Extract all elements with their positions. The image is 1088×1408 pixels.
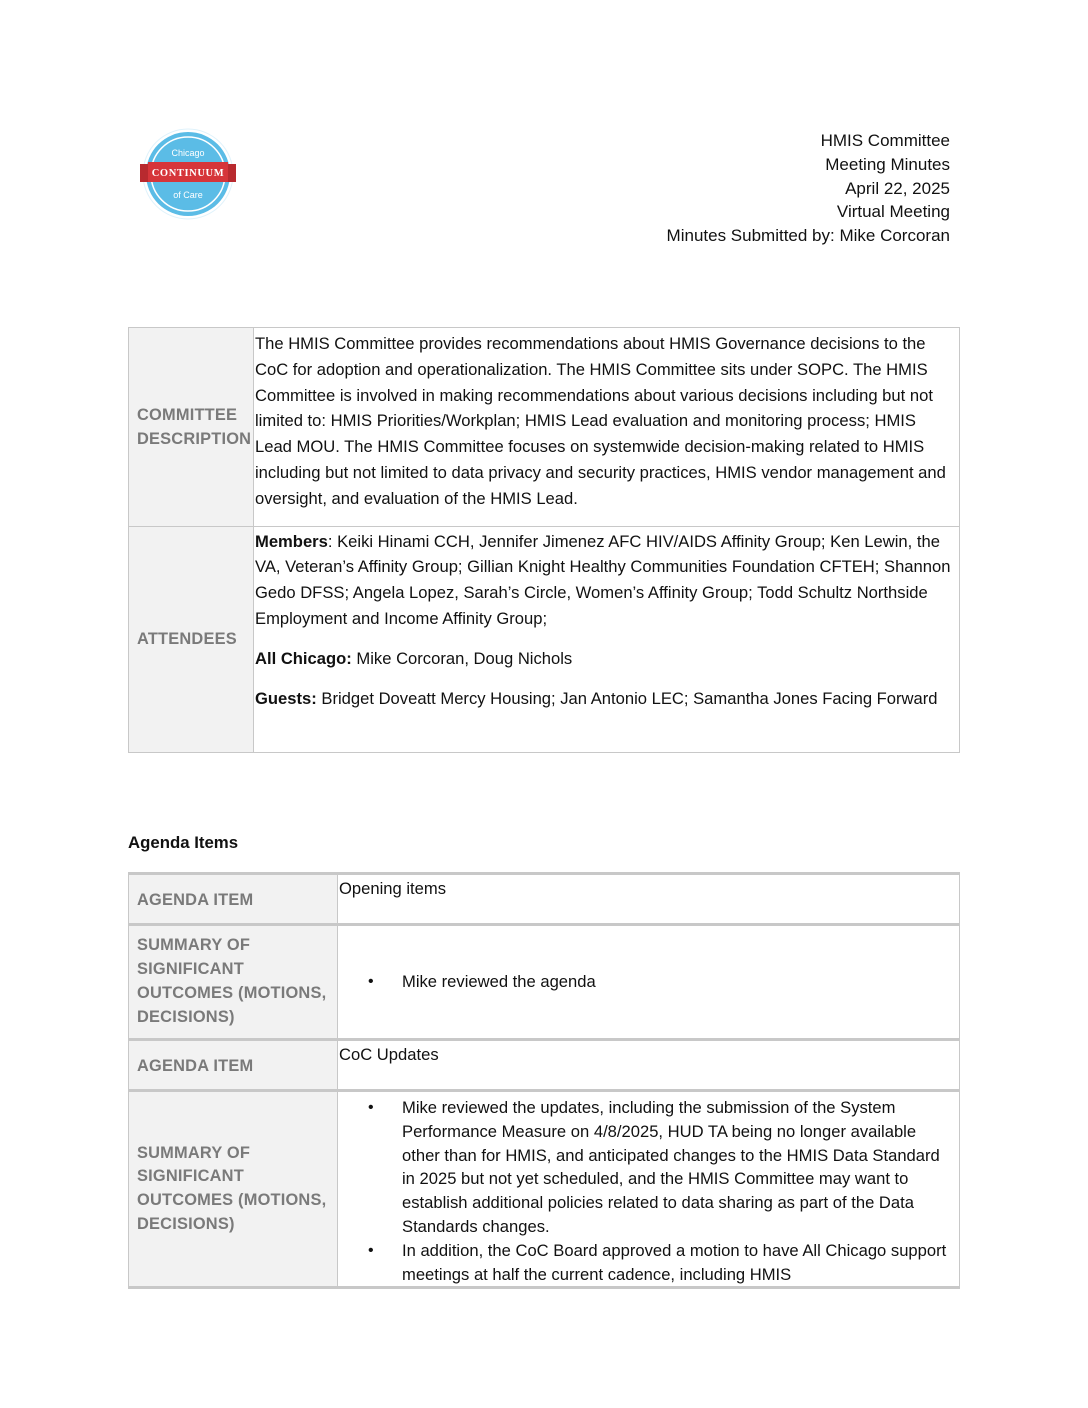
agenda-items-heading: Agenda Items [128, 833, 239, 852]
outcomes-list [338, 970, 959, 994]
bullet-icon: • [368, 973, 374, 991]
summary-label: SUMMARY OF SIGNIFICANT OUTCOMES (MOTIONS, DECISIONS) [129, 925, 338, 1040]
summary-outcomes [338, 925, 960, 1040]
committee-name: HMIS Committee [820, 131, 950, 150]
agenda-item-label: AGENDA ITEM [129, 874, 338, 925]
outcome-item [338, 1096, 959, 1239]
all-chicago-paragraph [255, 646, 957, 672]
members-list: : Keiki Hinami CCH, Jennifer Jimenez AFC HIV/AIDS Affinity Group; Ken Lewin, the VA, Veteran’s Affinity Group; Gillian Knight Healthy Communities Foundation CFTEH; Shannon Gedo DFSS; Angela Lopez, Sarah’s Circle, Women’s Affinity Group; Todd Schultz Northside Employment and Income Affinity Group; [255, 531, 951, 628]
attendees-label: ATTENDEES [129, 526, 254, 752]
meeting-format: Virtual Meeting [836, 202, 950, 222]
logo-graphic [138, 128, 242, 220]
agenda-summary-row [129, 925, 960, 1040]
attendees-row [129, 526, 960, 752]
agenda-item-title: Opening items [338, 874, 960, 925]
committee-description-row [129, 328, 960, 527]
agenda-table [128, 872, 960, 1289]
guests-list: Bridget Doveatt Mercy Housing; Jan Antonio LEC; Samantha Jones Facing Forward [316, 688, 938, 708]
outcome-text: Mike reviewed the agenda [402, 972, 596, 992]
guests-paragraph [255, 686, 957, 712]
bullet-icon: • [368, 1099, 374, 1116]
committee-description-label: COMMITTEE DESCRIPTION [129, 328, 254, 527]
logo-bottom-text: of Care [173, 190, 203, 200]
committee-info-table [128, 327, 960, 753]
logo-banner-text: CONTINUUM [151, 168, 225, 179]
document-type: Meeting Minutes [825, 154, 950, 174]
attendees-content [254, 526, 960, 752]
outcomes-list [338, 1096, 959, 1286]
all-chicago-list: Mike Corcoran, Doug Nichols [351, 648, 573, 668]
committee-description-text [254, 328, 960, 527]
outcome-text: In addition, the CoC Board approved a motion to have All Chicago support meetings at half the current cadence, including HMIS [402, 1240, 947, 1284]
agenda-item-row [129, 1040, 960, 1091]
outcome-item [338, 1239, 959, 1287]
bullet-icon: • [368, 1241, 374, 1259]
description-paragraph: The HMIS Committee provides recommendations about HMIS Governance decisions to the CoC for adoption and operationalization. The HMIS Committee sits under SOPC. The HMIS Committee is involved in making recommendations about various decisions including but not limited to: HMIS Priorities/Workplan; HMIS Lead evaluation and monitoring process; HMIS Lead MOU. The HMIS Committee focuses on systemwide decision-making related to HMIS including but not limited to data privacy and security practices, HMIS vendor management and oversight, and evaluation of the HMIS Lead. [255, 334, 946, 508]
agenda-item-title: CoC Updates [338, 1040, 960, 1091]
chicago-continuum-of-care-logo [138, 128, 242, 220]
members-paragraph [255, 529, 957, 632]
members-label: Members [255, 531, 328, 551]
agenda-item-row [129, 874, 960, 925]
summary-label: SUMMARY OF SIGNIFICANT OUTCOMES (MOTIONS, DECISIONS) [129, 1091, 338, 1288]
outcome-item [338, 970, 959, 994]
meeting-date: April 22, 2025 [845, 178, 950, 198]
document-header [667, 129, 950, 248]
logo-top-text: Chicago [171, 148, 205, 158]
outcome-text: Mike reviewed the updates, including the submission of the System Performance Measure on 4/8/2025, HUD TA being no longer available other than for HMIS, and anticipated changes to the HMIS Data Standard in 2025 but not yet scheduled, and the HMIS Committee may want to establish additional policies related to data sharing as part of the Data Standards changes. [402, 1098, 940, 1236]
agenda-item-label: AGENDA ITEM [129, 1040, 338, 1091]
summary-outcomes [338, 1091, 960, 1288]
submitted-by: Minutes Submitted by: Mike Corcoran [666, 226, 950, 246]
agenda-summary-row [129, 1091, 960, 1288]
all-chicago-label: All Chicago: [255, 648, 352, 668]
guests-label: Guests: [255, 688, 317, 708]
